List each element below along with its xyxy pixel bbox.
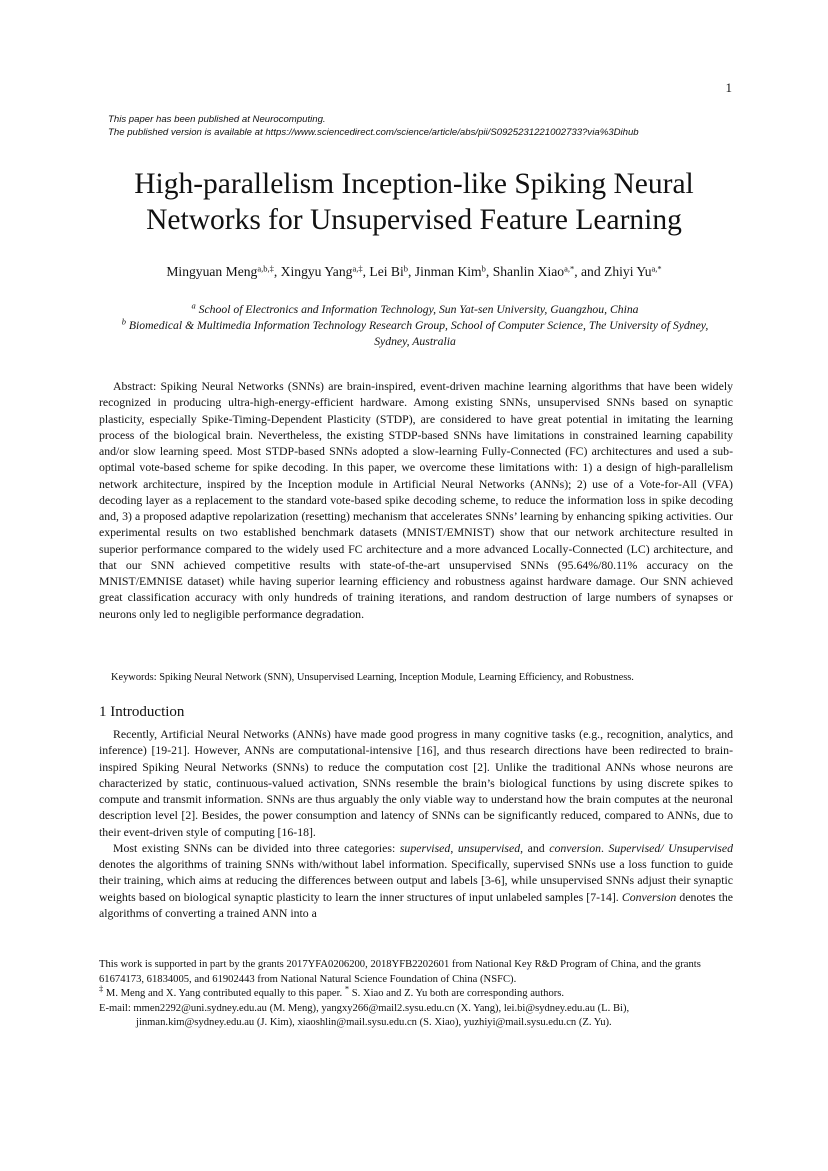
publication-note-line-2: The published version is available at https://www.sciencedirect.com/science/article/abs/pii/S0925231221002733?via%3Dihub: [108, 126, 639, 138]
funding-footnote: This work is supported in part by the grants 2017YFA0206200, 2018YFB2202601 from National Key R&D Program of China, and the grants 61674173, 61834005, and 61902443 from National Natural Science Foundation of China (NSFC).: [99, 959, 701, 985]
author-name: Xingyu Yang: [280, 264, 353, 279]
text-run: , and: [520, 840, 550, 855]
corresponding-author-mark: *: [344, 983, 350, 994]
emphasis-supervised-unsupervised: Supervised/ Unsupervised: [608, 840, 734, 855]
section-heading: 1 Introduction: [99, 704, 185, 720]
author-affiliation-mark: a,*: [564, 263, 575, 274]
affiliation-text: School of Electronics and Information Technology, Sun Yat-sen University, Guangzhou, China: [198, 303, 639, 316]
emphasis-conversion: Conversion: [621, 889, 677, 904]
text-run: denotes the algorithms of converting a trained ANN into a: [99, 889, 733, 920]
page-number: 1: [725, 80, 732, 95]
equal-contribution-mark: ‡: [99, 983, 104, 994]
author-list: [80, 263, 748, 281]
author-name: Shanlin Xiao: [492, 264, 565, 279]
affiliation-mark: b: [121, 316, 126, 327]
affiliation-a: [110, 302, 720, 318]
title-line-1: High-parallelism Inception-like Spiking Neural: [134, 168, 694, 200]
author-name: Jinman Kim: [414, 264, 482, 279]
affiliations: [110, 302, 720, 350]
footnotes: [99, 958, 733, 1031]
author-separator: ,: [408, 264, 415, 279]
email-footnote-line-1: E-mail: mmen2292@uni.sydney.edu.au (M. Meng), yangxy266@mail2.sysu.edu.cn (X. Yang), lei.bi@sydney.edu.au (L. Bi),: [99, 1002, 630, 1014]
paper-title: [80, 166, 748, 238]
author-name: Zhiyi Yu: [604, 264, 652, 279]
author-affiliation-mark: b: [481, 263, 486, 274]
keywords: Keywords: Spiking Neural Network (SNN), Unsupervised Learning, Inception Module, Learning Efficiency, and Robustness.: [111, 672, 634, 683]
author-name: Mingyuan Meng: [166, 264, 258, 279]
paragraph-1: Recently, Artificial Neural Networks (ANNs) have made good progress in many cognitive tasks (e.g., recognition, analytics, and inference) [19-21]. However, ANNs are computational-intensive [16], and thus research directions have been redirected to brain-inspired Spiking Neural Networks (SNNs) to reduce the computation cost [2]. Unlike the traditional ANNs whose neurons are characterized by static, continuous-valued activation, SNNs resemble the brain’s biological functions by using discrete spikes to compute and transmit information. SNNs are thus arguably the only viable way to understand how the brain computes at the neuronal description level [2]. Besides, the power consumption and latency of SNNs can be significantly reduced, compared to ANNs, due to their event-driven style of computing [16-18].: [99, 727, 733, 839]
author-name: Lei Bi: [369, 264, 404, 279]
footnote-text: M. Meng and X. Yang contributed equally to this paper.: [103, 988, 345, 1000]
text-run: denotes the algorithms of training SNNs with/without label information. Specifically, supervised SNNs use a loss function to guide their training, which aims at reducing the differences between output and labels [3-6], while unsupervised SNNs adjust their synaptic weights based on biological synaptic plasticity to learn the inner structures of input unlabeled samples [7-14].: [99, 857, 733, 904]
author-affiliation-mark: a,*: [651, 263, 662, 274]
affiliation-text: Biomedical & Multimedia Information Technology Research Group, School of Computer Science, The University of Sydney, Sydney, Australia: [128, 319, 709, 348]
publication-note-line-1: This paper has been published at Neurocomputing.: [108, 114, 326, 125]
emphasis-supervised: supervised: [399, 840, 451, 855]
paragraph-2: [99, 840, 733, 921]
emphasis-conversion: conversion: [549, 840, 601, 855]
section-body: [99, 726, 733, 921]
author-affiliation-mark: a,b,‡: [257, 263, 274, 274]
footnote-text: S. Xiao and Z. Yu both are corresponding authors.: [349, 988, 565, 1000]
emphasis-unsupervised: unsupervised: [457, 840, 521, 855]
text-run: ,: [450, 840, 458, 855]
author-separator: , and: [574, 264, 605, 279]
text-run: .: [601, 840, 609, 855]
affiliation-mark: a: [191, 300, 196, 311]
publication-note: [108, 114, 639, 139]
abstract: Abstract: Spiking Neural Networks (SNNs) are brain-inspired, event-driven machine learning algorithms that have been widely recognized in producing ultra-high-energy-efficient hardware. Among existing SNNs, unsupervised SNNs based on synaptic plasticity, especially Spike-Timing-Dependent Plasticity (STDP), are considered to have great potential in imitating the learning process of the biological brain. Nevertheless, the existing STDP-based SNNs have limitations in constrained learning capability and/or slow learning speed. Most STDP-based SNNs adopted a slow-learning Fully-Connected (FC) architectures and used a sub-optimal vote-based scheme for spike decoding. In this paper, we overcome these limitations with: 1) a design of high-parallelism network architecture, inspired by the Inception module in Artificial Neural Networks (ANNs); 2) use of a Vote-for-All (VFA) decoding layer as a replacement to the standard vote-based spike decoding scheme, to reduce the information loss in spike decoding and, 3) a proposed adaptive repolarization (resetting) mechanism that accelerates SNNs’ learning by enhancing spiking activities. Our experimental results on two established benchmark datasets (MNIST/EMNIST) show that our network architecture resulted in superior performance compared to the widely used FC architecture and a more advanced Locally-Connected (LC) architecture, and that our SNN achieved competitive results with state-of-the-art unsupervised SNNs (95.64%/80.11% accuracy on the MNIST/EMNISE dataset) while having superior learning efficiency and robustness against hardware damage. Our SNN achieved great classification accuracy with only hundreds of training iterations, and random destruction of large numbers of synapses or neurons only led to negligible performance degradation.: [99, 379, 733, 621]
title-line-2: Networks for Unsupervised Feature Learning: [146, 204, 682, 236]
text-run: Most existing SNNs can be divided into three categories:: [113, 840, 400, 855]
author-affiliation-mark: a,‡: [352, 263, 363, 274]
author-affiliation-mark: b: [403, 263, 408, 274]
author-separator: ,: [273, 264, 281, 279]
author-separator: ,: [362, 264, 370, 279]
author-separator: ,: [485, 264, 493, 279]
contribution-footnote: [99, 983, 733, 1002]
email-footnote-line-2: jinman.kim@sydney.edu.au (J. Kim), xiaoshlin@mail.sysu.edu.cn (S. Xiao), yuzhiyi@mail.sysu.edu.cn (Z. Yu).: [136, 1017, 612, 1029]
affiliation-b: [110, 318, 720, 350]
